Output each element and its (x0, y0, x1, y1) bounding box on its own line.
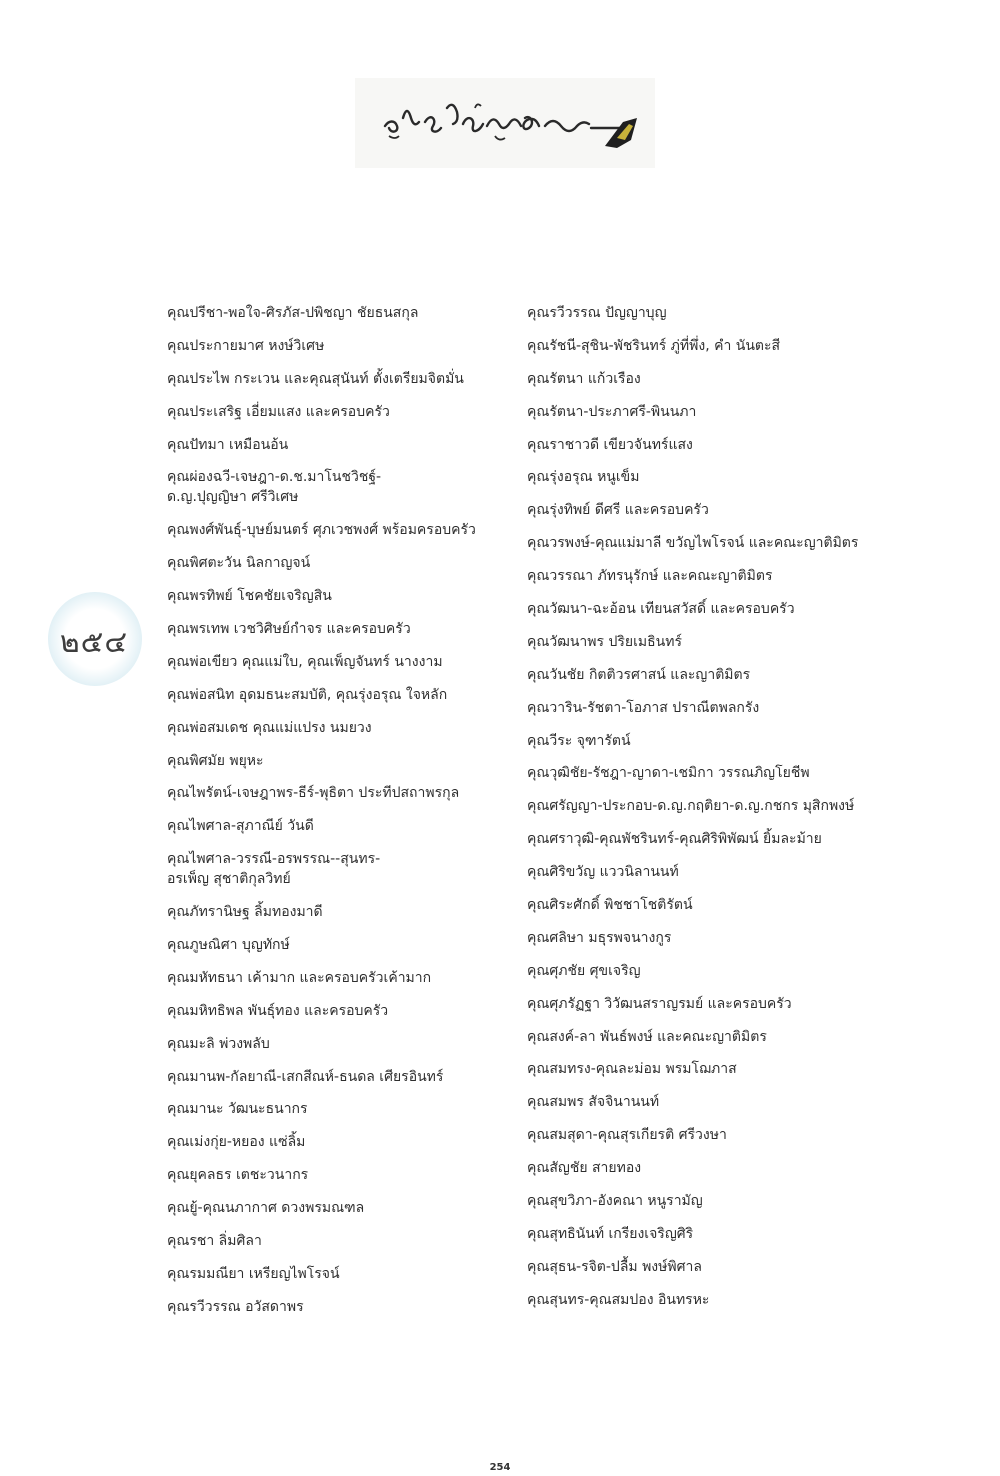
donor-list-left (167, 303, 507, 1330)
donor-name: คุณภัทรานิษฐ ลิ้มทองมาดี (167, 904, 323, 921)
donor-name: คุณมะลิ พ่วงพลับ (167, 1035, 270, 1052)
donor-name: คุณพ่อเขียว คุณแม่ใบ, คุณเพ็ญจันทร์ นางงาม (167, 653, 443, 670)
donor-name: คุณวีระ จุฑารัตน์ (527, 732, 631, 749)
donor-name: คุณรวีวรรณ อวัสดาพร (167, 1298, 304, 1315)
page-number: 254 (489, 1462, 511, 1473)
donor-name: คุณสมสุดา-คุณสุรเกียรติ ศรีวงษา (527, 1127, 727, 1144)
donor-name: คุณวัฒนาพร ปริยเมธินทร์ (527, 633, 682, 650)
donor-name: คุณสมพร สัจจินานนท์ (527, 1094, 660, 1111)
donor-list-right (527, 303, 947, 1323)
donor-name: คุณมานะ วัฒนะธนากร (167, 1101, 308, 1118)
donor-name: คุณศรัญญา-ประกอบ-ด.ญ.กฤติยา-ด.ญ.กชกร มุสิกพงษ์ (527, 798, 855, 815)
donor-name: คุณสุธน-รจิต-ปลื้ม พงษ์พิศาล (527, 1258, 702, 1275)
donor-name: คุณรัชนี-สุชิน-พัชรินทร์ ภู่ที่พึ่ง, คำ นันตะสี (527, 337, 781, 354)
donor-name: คุณพรเทพ เวชวิศิษย์กำจร และครอบครัว (167, 621, 411, 638)
donor-name: คุณยู้-คุณนภากาศ ดวงพรมณฑล (167, 1200, 365, 1217)
donor-name: คุณพิศมัย พยุหะ (167, 752, 264, 769)
donor-name: คุณมหิทธิพล พันธุ์ทอง และครอบครัว (167, 1002, 389, 1019)
donor-name: คุณพิศตะวัน นิลกาญจน์ (167, 555, 311, 572)
donor-name: คุณมหัทธนา เค้ามาก และครอบครัวเค้ามาก (167, 969, 432, 986)
donor-name: คุณประไพ กระเวน และคุณสุนันท์ ตั้งเตรียมจิตมั่น (167, 370, 464, 387)
donor-name: คุณศุภรัฏฐา วิวัฒนสราญรมย์ และครอบครัว (527, 995, 792, 1012)
donor-name: คุณรัตนา แก้วเรือง (527, 370, 641, 387)
donor-name: คุณศราวุฒิ-คุณพัชรินทร์-คุณศิริพิพัฒน์ ยิ้มละม้าย (527, 831, 822, 848)
donor-name: คุณมานพ-กัลยาณี-เสกสีณห์-ธนดล เศียรอินทร์ (167, 1068, 444, 1085)
donor-name: คุณรชา ลิ่มศิลา (167, 1233, 262, 1250)
donor-name: คุณวุฒิชัย-รัชฎา-ญาดา-เชมิกา วรรณภิญโยชีพ (527, 765, 810, 782)
donor-name: คุณวาริน-รัชตา-โอภาส ปราณีตพลกรัง (527, 699, 760, 716)
thai-page-badge (38, 584, 150, 696)
donor-name: คุณรัตนา-ประภาศรี-พินนภา (527, 403, 697, 420)
donor-name: คุณไพรัตน์-เจษฎาพร-ธีร์-พุธิตา ประทีปสถาพรกุล (167, 785, 460, 802)
donor-name: คุณวัฒนา-ฉะอ้อน เทียนสวัสดิ์ และครอบครัว (527, 601, 795, 618)
donor-name: คุณศุภชัย ศุขเจริญ (527, 962, 641, 979)
donor-name: คุณพรทิพย์ โชคชัยเจริญสิน (167, 588, 332, 605)
donor-name: คุณสงค์-ลา พันธ์พงษ์ และคณะญาติมิตร (527, 1028, 767, 1045)
donor-name: คุณพ่อสนิท อุดมธนะสมบัติ, คุณรุ่งอรุณ ใจหลัก (167, 686, 448, 703)
donor-name: คุณพ่อสมเดช คุณแม่แปรง นมยวง (167, 719, 372, 736)
donor-name: คุณสัญชัย สายทอง (527, 1160, 642, 1177)
donor-name: คุณรุ่งอรุณ หนูเข็ม (527, 469, 640, 486)
header-signature (355, 78, 655, 168)
donor-name: คุณเม่งกุ่ย-หยอง แซ่ลิ้ม (167, 1134, 306, 1151)
donor-name: คุณวรพงษ์-คุณแม่มาลี ขวัญไพโรจน์ และคณะญาติมิตร (527, 535, 859, 552)
donor-name: คุณรมมณียา เหรียญไพโรจน์ (167, 1265, 340, 1282)
donor-name: คุณประเสริฐ เอี่ยมแสง และครอบครัว (167, 403, 390, 420)
donor-name: คุณวรรณา ภัทรนุรักษ์ และคณะญาติมิตร (527, 568, 773, 585)
donor-name: คุณศลิษา มธุรพจนางกูร (527, 929, 672, 946)
donor-name: คุณศิระศักดิ์ พิชชาโชติรัตน์ (527, 897, 693, 914)
donor-name: คุณไพศาล-วรรณี-อรพรรณ--สุนทร- อรเพ็ญ สุชาติกุลวิทย์ (167, 851, 381, 888)
donor-name: คุณสมทรง-คุณละม่อม พรมโฌภาส (527, 1061, 737, 1078)
donor-name: คุณสุขวิภา-อังคณา หนูรามัญ (527, 1193, 703, 1210)
donor-name: คุณรวีวรรณ ปัญญาบุญ (527, 305, 667, 321)
donor-name: คุณไพศาล-สุภาณีย์ วันดี (167, 818, 314, 835)
donor-name: คุณประกายมาศ หงษ์วิเศษ (167, 337, 325, 354)
donor-name: คุณปรีชา-พอใจ-ศิรภัส-ปพิชญา ชัยธนสกุล (167, 305, 419, 321)
donor-name: คุณปัทมา เหมือนอ้น (167, 436, 289, 453)
thai-page-number: ๒๕๔ (59, 624, 129, 660)
donor-name: คุณวันชัย กิตติวรศาสน์ และญาติมิตร (527, 666, 751, 683)
donor-name: คุณราชาวดี เขียวจันทร์แสง (527, 436, 693, 453)
donor-name: คุณภูษณิศา บุญทักษ์ (167, 937, 290, 954)
donor-name: คุณผ่องฉวี-เจษฎา-ด.ช.มาโนชวิชฐ์- ด.ญ.ปุญญิษา ศรีวิเศษ (167, 469, 382, 506)
donor-name: คุณสุนทร-คุณสมปอง อินทรหะ (527, 1291, 710, 1308)
donor-name: คุณสุทธินันท์ เกรียงเจริญศิริ (527, 1225, 694, 1242)
calligraphy-icon (355, 78, 655, 168)
donor-name: คุณพงศ์พันธุ์-บุษย์มนตร์ ศุภเวชพงศ์ พร้อมครอบครัว (167, 522, 476, 539)
donor-name: คุณรุ่งทิพย์ ดีศรี และครอบครัว (527, 502, 709, 519)
donor-name: คุณยุคลธร เตชะวนากร (167, 1167, 309, 1184)
donor-name: คุณศิริขวัญ แววนิลานนท์ (527, 864, 679, 881)
